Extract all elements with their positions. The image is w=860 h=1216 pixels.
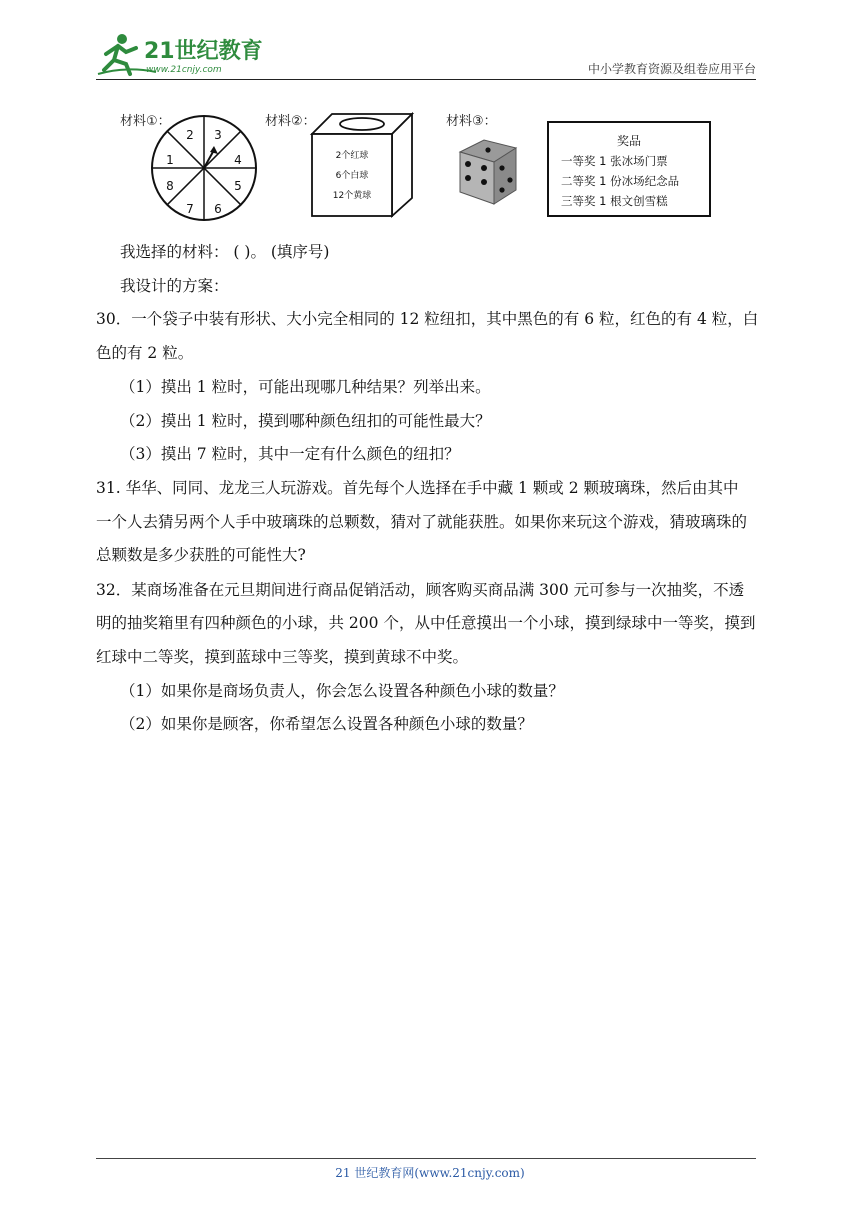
question-30-subquestion: （3）摸出 7 粒时，其中一定有什么颜色的纽扣？ [120, 445, 460, 463]
prize-list-box [547, 121, 711, 217]
material-2-label: 材料②： [265, 114, 316, 129]
question-30-text: 色的有 2 粒。 [96, 344, 194, 362]
site-logo [96, 30, 266, 78]
page-footer: 21 世纪教育网(www.21cnjy.com) [335, 1166, 525, 1180]
spinner-number: 4 [234, 153, 242, 167]
header-divider [96, 79, 756, 80]
materials-figure [120, 98, 740, 228]
material-1-label: 材料①： [120, 114, 171, 129]
spinner-number: 6 [214, 202, 222, 216]
spinner-number: 3 [214, 128, 222, 142]
question-31-text: 31. 华华、同同、龙龙三人玩游戏。首先每个人选择在手中藏 1 颗或 2 颗玻璃珠，然后由其中 [96, 479, 739, 497]
question-31-text: 一个人去猜另两个人手中玻璃珠的总颗数，猜对了就能获胜。如果你来玩这个游戏，猜玻璃珠的 [96, 513, 748, 531]
spinner-number: 1 [166, 153, 174, 167]
material-3-label: 材料③： [446, 114, 497, 129]
question-30-subquestion: （1）摸出 1 粒时，可能出现哪几种结果？列举出来。 [120, 378, 491, 396]
design-plan-prompt: 我设计的方案： [120, 277, 229, 295]
question-31-text: 总颗数是多少获胜的可能性大? [96, 546, 306, 564]
box-contents-line: 6个白球 [335, 171, 369, 181]
page-header [96, 30, 756, 80]
prize-item: 二等奖 1 份冰场纪念品 [561, 174, 680, 188]
question-32-text: 红球中二等奖，摸到蓝球中三等奖，摸到黄球不中奖。 [96, 648, 469, 666]
question-32-text: 明的抽奖箱里有四种颜色的小球，共 200 个，从中任意摸出一个小球，摸到绿球中一等奖，摸到 [96, 614, 756, 632]
spinner-number: 8 [166, 179, 174, 193]
choose-material-prompt: 我选择的材料： ( )。 (填序号) [120, 243, 330, 261]
site-tagline: 中小学教育资源及组卷应用平台 [587, 62, 756, 76]
question-32-subquestion: （2）如果你是顾客，你希望怎么设置各种颜色小球的数量？ [120, 715, 533, 733]
spinner-number: 7 [186, 202, 194, 216]
logo-url: www.21cnjy.com [146, 65, 222, 75]
question-32-text: 32．某商场准备在元旦期间进行商品促销活动，顾客购买商品满 300 元可参与一次抽奖，不透 [96, 581, 745, 599]
prize-title: 奖品 [616, 134, 641, 148]
spinner-number: 2 [186, 128, 194, 142]
logo-text: 21世纪教育 [144, 39, 263, 64]
spinner-wheel [148, 112, 260, 224]
question-30-text: 30．一个袋子中装有形状、大小完全相同的 12 粒纽扣，其中黑色的有 6 粒，红色的有 4 粒，白 [96, 310, 759, 328]
prize-item: 一等奖 1 张冰场门票 [561, 154, 668, 168]
box-opening-icon [340, 118, 384, 130]
prize-item: 三等奖 1 根文创雪糕 [561, 194, 668, 208]
dice-icon [454, 134, 522, 208]
box-contents-line: 2个红球 [335, 151, 369, 161]
question-30-subquestion: （2）摸出 1 粒时，摸到哪种颜色纽扣的可能性最大？ [120, 412, 491, 430]
box-contents-line: 12个黄球 [332, 191, 372, 201]
question-32-subquestion: （1）如果你是商场负责人，你会怎么设置各种颜色小球的数量？ [120, 682, 564, 700]
footer-divider [96, 1158, 756, 1159]
ball-box [308, 106, 416, 218]
spinner-number: 5 [234, 179, 242, 193]
